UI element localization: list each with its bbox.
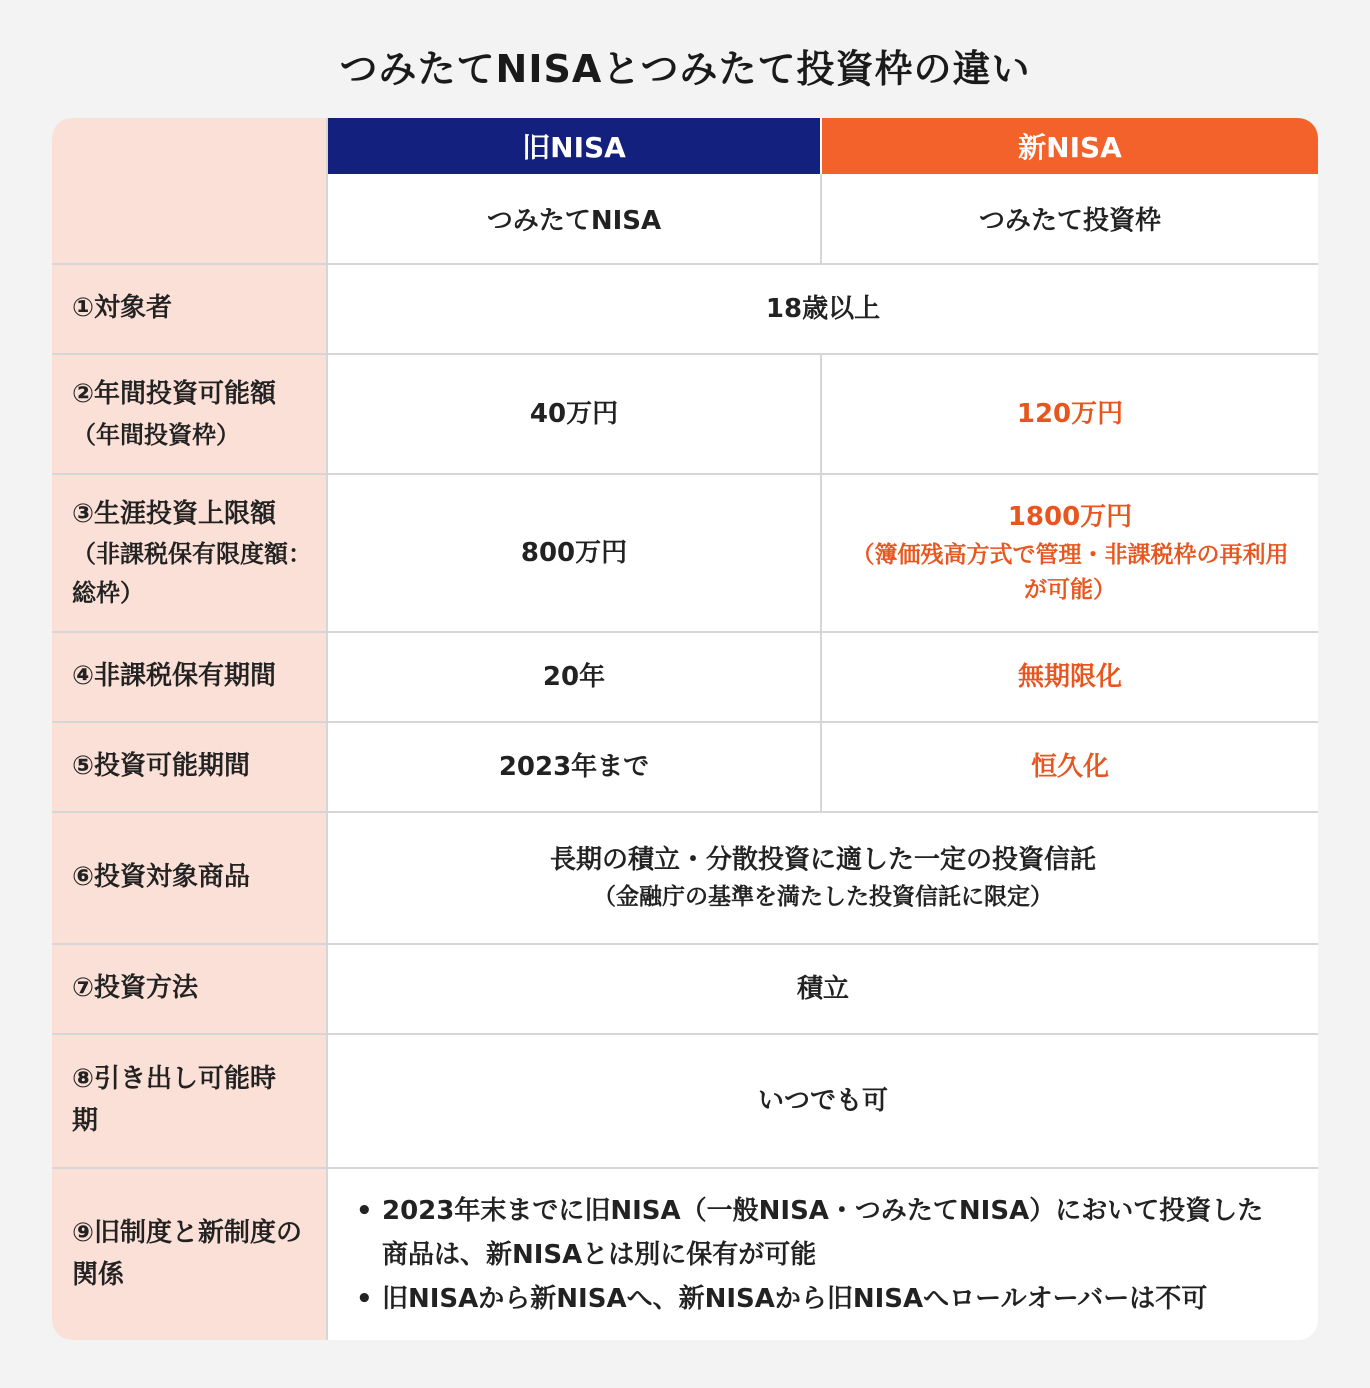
relation-bullet-item: • 2023年末までに旧NISA（一般NISA・つみたてNISA）において投資した商品は、新NISAとは別に保有が可能 <box>356 1189 1282 1277</box>
row-label-products: ⑥投資対象商品 <box>52 813 326 943</box>
row-label-holding-period: ④非課税保有期間 <box>52 633 326 721</box>
row-value-relation <box>328 1169 1318 1340</box>
row-label-annual-limit: ②年間投資可能額 （年間投資枠） <box>52 355 326 473</box>
row-label-withdrawal: ⑧引き出し可能時期 <box>52 1035 326 1167</box>
divider <box>820 174 822 263</box>
row-value-annual-old: 40万円 <box>328 355 820 473</box>
row-label-relation: ⑨旧制度と新制度の関係 <box>52 1169 326 1340</box>
relation-bullet-item: • 旧NISAから新NISAへ、新NISAから旧NISAへロールオーバーは不可 <box>356 1277 1282 1321</box>
row-label-target: ①対象者 <box>52 265 326 353</box>
divider <box>52 721 1318 723</box>
header-corner <box>52 118 326 263</box>
row-value-target: 18歳以上 <box>328 265 1318 353</box>
row-label-investment-period: ⑤投資可能期間 <box>52 723 326 811</box>
row-value-lifetime-new: 1800万円 （簿価残高方式で管理・非課税枠の再利用が可能） <box>822 475 1318 631</box>
divider <box>52 473 1318 475</box>
subheader-tsumitate-waku: つみたて投資枠 <box>822 174 1318 263</box>
row-value-method: 積立 <box>328 945 1318 1033</box>
divider <box>820 355 822 811</box>
row-label-lifetime-limit: ③生涯投資上限額 （非課税保有限度額：総枠） <box>52 475 326 631</box>
row-value-holding-new: 無期限化 <box>822 633 1318 721</box>
divider <box>52 263 1318 265</box>
row-value-annual-new: 120万円 <box>822 355 1318 473</box>
subheader-tsumitate-nisa: つみたてNISA <box>328 174 820 263</box>
comparison-table <box>52 118 1318 1340</box>
divider <box>52 811 1318 813</box>
row-value-lifetime-old: 800万円 <box>328 475 820 631</box>
divider <box>52 1167 1318 1169</box>
page-title: つみたてNISAとつみたて投資枠の違い <box>339 47 1031 91</box>
relation-bullet-list <box>356 1189 1282 1321</box>
divider <box>52 631 1318 633</box>
row-value-holding-old: 20年 <box>328 633 820 721</box>
row-value-products: 長期の積立・分散投資に適した一定の投資信託 （金融庁の基準を満たした投資信託に限定） <box>328 813 1318 943</box>
row-label-method: ⑦投資方法 <box>52 945 326 1033</box>
row-value-period-new: 恒久化 <box>822 723 1318 811</box>
divider <box>52 1033 1318 1035</box>
divider <box>326 118 328 1340</box>
row-value-period-old: 2023年まで <box>328 723 820 811</box>
divider <box>52 943 1318 945</box>
divider <box>52 353 1318 355</box>
header-old-nisa: 旧NISA <box>328 118 820 174</box>
header-new-nisa: 新NISA <box>822 118 1318 174</box>
row-value-withdrawal: いつでも可 <box>328 1035 1318 1167</box>
